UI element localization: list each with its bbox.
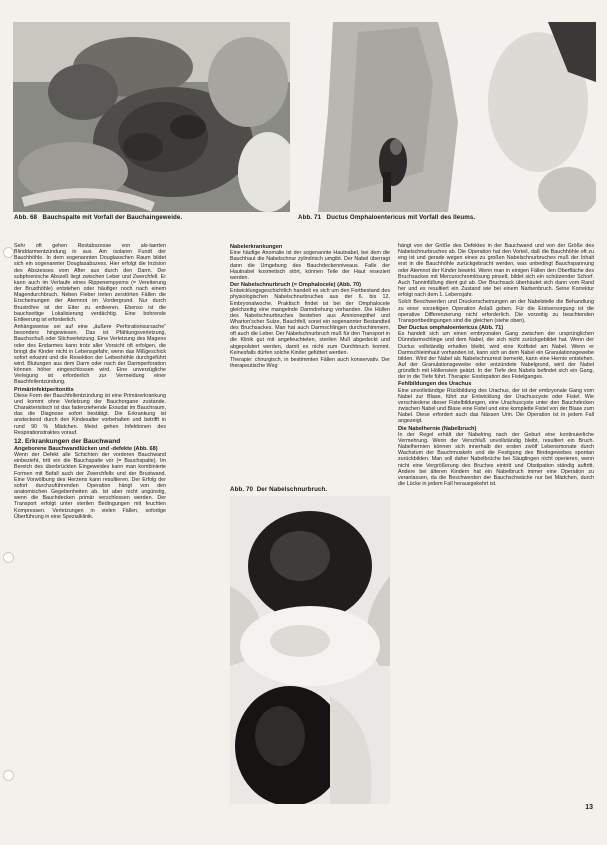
section-heading: Primärinfektperitonitis xyxy=(14,386,74,393)
section-heading: Der Ductus omphaloentericus (Abb. 71) xyxy=(398,325,504,332)
caption-text: Der Nabelschnurbruch. xyxy=(256,486,328,493)
paragraph: Sehr oft gehen Restabszesse von als-taerten Blinddarmentzündung in aus. Am isolaren Fundt der Bauchhöhle. In dem sogenannten Douglasschen Raum bildet sich ein sogenannter Douglasabszess. Hier erfolgt die Inzision des Abszesses vom After aus durch den Darm. Der subphrenische Abszeß liegt zwischen Leber und Zwerchfell. Er kann auch im Verlaufe eines Rippenempyems (= Vereiterung der Brusthöhle) entstehen oder häufiger noch nach einem Magendurchbruch. Neben Fieber treten zerstörten Fällen die Erscheinungen der Atemnot im Vordergrund. Nur durch Bruströhre ist der Eiter zu entleeren. Ebenso ist die bauchseitige Lokalisierung verdächtig. Eine bohrende Entleerung ist erforderlich. xyxy=(14,243,166,323)
paragraph: In der Regel erhält der Nabelring nach der Geburt eine kontinuierliche Vermehrung. Wenn der Verschluß unvollständig bleibt, resultiert ein Bruch. Nabelhernien können sich innerhalb der ersten zwölf Lebensmonate durch Wachstum der Bauchmuskeln und die Festigung des Bindegewebes spontan zurückbilden. Man soll daher Nabelbrüche bei Säuglingen nicht operieren, wenn nicht eine Vergrößerung des Bruches eintritt und Obstipation ständig auftritt. Andere bei älteren Kindern hat ein Nabelbruch immer eine Operation zu veranlassen, da die Beschwerden der Bauchschwäche nur bei Mädchen, durch die Lücke in jedem Fall herausgekehrt ist. xyxy=(398,431,594,488)
figure-70-photo xyxy=(230,496,390,804)
figure-71-caption xyxy=(298,214,475,221)
paragraph: Eine unvollständige Rückbildung des Urachus, der ist der embryonale Gang vom Nabel zur Blase, führt zur Entwicklung der Urachuscyste oder Fistel. Wie verschiedene dieser Fistelbildungen, eine Urachuscyste unter den Bauchdecken zwischen Nabel und Blase eine Fistel und eine komplette Fistel von der Blase zum Nabel. Diese erfordert auch das Nässen Urin. Die Operation ist in jedem Fall angezeigt. xyxy=(398,387,594,425)
paragraph: Solch Beschwerden und Druckerscheinungen an der Nabelstelle die Behandlung zu einer vorzeitigen Operation Anlaß geben. Für die Erstversorgung ist die operative Differenzierung nicht erforderlich. Die vorzeitig zu beachtenden Transportbedingungen sind die gleichen (siehe oben). xyxy=(398,299,594,324)
caption-text: Ductus Omphaloentericus mit Vorfall des Ileums. xyxy=(326,214,476,221)
paragraph: Entwicklungsgeschichtlich handelt es sich um den Fortbestand des physiologischen Nabelschnurbruches aus der 6. bis 12. Embryonalwoche. Praktisch findet ist bei der Omphalocele gleichzeitig eine mangelnde Darmdrehung vorhanden. Die Hüllen des Nabelschnurbruches bestehen aus Amnionepithel und Wharton'scher Sulze, Bauchfell, sonst ein sogenannter Bestandteil des Bruchsackes. Man hat auch Darmschlingen durchschimmern, oft auch die Leber. Der Nabelschnurbruch muß für den Transport in die Klinik gut mit angefeuchteten, sterilen Mull abgedeckt und abgepolstert werden, damit es nicht zum Durchbruch kommt. Keinesfalls dürfen solche Kinder gefüttert werden. xyxy=(230,288,390,356)
binder-hole xyxy=(3,770,14,781)
section-heading: Nabelerkrankungen xyxy=(230,244,283,250)
binder-hole xyxy=(3,552,14,563)
figure-number: Abb. 71 xyxy=(298,214,322,221)
chapter-heading: 12. Erkrankungen der Bauchwand xyxy=(14,437,121,445)
figure-68-photo xyxy=(13,22,290,212)
text-column-2 xyxy=(230,243,390,465)
figure-71-photo xyxy=(298,22,596,212)
figure-number: Abb. 68 xyxy=(14,214,38,221)
section-heading: Angeborene Bauchwandlücken und -defekte (Abb. 68) xyxy=(14,445,158,452)
paragraph: Es handelt sich um einen embryonalen Gang zwischen der ursprünglichen Dünndarmschlinge und dem Nabel, der sich nicht zurückgebildet hat. Wenn der Ductus vollständig erhalten bleibt, wird eine Kotfistel am Nabel. Wenn er Darmschleimhaut vorhanden ist, kann sich an dem Nabel ein Granulationsgewebe bilden. Wird der Nabel als Nabelschnurrest bemerkt, kann eine Hernie entstehen. Auf der Granulationsgewebe oder entzündete Nabelgrund, wird der Nabel gründlich mit Höllenstein geätzt. In der Tiefe des Nabels befindet sich ein Gang, der in die Tiefe führt. Therapie: Exstirpation des Fistelganges. xyxy=(398,331,594,381)
text-column-3 xyxy=(398,243,594,798)
figure-number: Abb. 70 xyxy=(230,486,254,493)
section-heading: Die Nabelhernie (Nabelbruch) xyxy=(398,425,477,432)
paragraph: Eine häufige Anomalie ist der sogenannte Hautnabel, bei dem die Bauchhaut die Nabelschnur zylindrisch umgibt. Der Nabel überragt dann die Umgebung des Bauchdeckenniveaus. Falle der Hautnabel kosmetisch stört, können Teile der Haut reseziert werden. xyxy=(230,250,390,281)
figure-70-caption xyxy=(230,486,327,493)
paragraph: Anhängsweise sei auf eine „äußere Perforationsursache“ besonders hingewiesen. Das ist Pfählungsverletzung, Bauchschuß oder Stichverletzung. Eine Verletzung des Magens oder des Endarmes kann trotz aller Vorsicht oft erfolgen, die bringt die Kinder nicht in Lebensgefahr, wenn das Mißgeschick sofort erkannt und die Resektion der Leibeshöhle durchgeführt wird. Blutungen aus dem Darm oder nach der Darmperforation können höher eingeschlossen wird. Eine unverzügliche Verlegung ist erforderlich zur Vermeidung einer Bauchfellentzündung. xyxy=(14,324,166,386)
paragraph: Wenn der Defekt alle Schichten der vorderen Bauchwand einbezieht, tritt ein die Bauchspalte vor (= Bauchspalte). Im Bereich des überbrückten Eingeweides kann man kombinierte Formen mit Befall auch der Zwerchfells und der Brustwand. Eine Vorwölbung des Herzens kann resultieren. Der Erfolg der sofort durchzuführenden Operation hängt von den anatomischen Gegebenheiten ab. Ist aber nicht ungünstig, wenn die Bauchdecken primär verschlossen werden. Der Transport erfolgt unter sterilen Bedingungen mit feuchten Kompressen. Verletzungen in vielen Fällen, sofortige Überführung in eine Spezialklinik. xyxy=(14,452,166,520)
figure-68-caption xyxy=(14,214,182,221)
section-heading: Der Nabelschnurbruch (= Omphalocele) (Abb. 70) xyxy=(230,281,362,288)
paragraph: Therapie: chirurgisch, in bestimmten Fällen auch konservativ. Der therapeutische Weg xyxy=(230,356,390,370)
binder-hole xyxy=(3,247,14,258)
text-column-1 xyxy=(14,243,166,798)
page-number: 13 xyxy=(585,804,593,811)
paragraph: hängt von der Größe des Defektes in der Bauchwand und von der Größe des Nabelschnurbruches ab. Die Operation hat den Vorteil, daß die Bauchhöhle oft zu eng ist und gerade wegen eines zu großen Nabelschnurbruches muß der Inhalt erst in die Bauchhöhle zurückgebracht werden, was unbedingt Bauchspannung oder Atemnot der Kinder bewirkt. Wenn man in einigen Fällen den Oberfläche des Bruchsackes mit Mercurochromlösung pinselt, bildet sich ein schützender Schorf. Auch Tanninfüllung dient gut ab. Der Bruchsack überhäutet sich dann vom Rand her und es resultiert ein Zustand wie bei einem Narbenbruch. Seine Korrektur erfolgt nach dem 1. Lebensjahr. xyxy=(398,243,594,299)
paragraph: Diese Form der Bauchfellentzündung ist eine Primärerkrankung und kommt ohne Verletzung der Bauchorgane zustande. Charakteristisch ist das fadenziehende Exsudat im Bauchraum, das die Diagnose sofort bestätigt. Die Erkrankung ist ansteckend durch den Kindesalter vorbehalten und betrifft in rund 90 % Mädchen. Meist gehen Infektionen des Respirationstraktes vorauf. xyxy=(14,392,166,436)
section-heading: Fehlbildungen des Urachus xyxy=(398,381,472,388)
caption-text: Bauchspalte mit Vorfall der Bauchaingeweide. xyxy=(42,214,183,221)
